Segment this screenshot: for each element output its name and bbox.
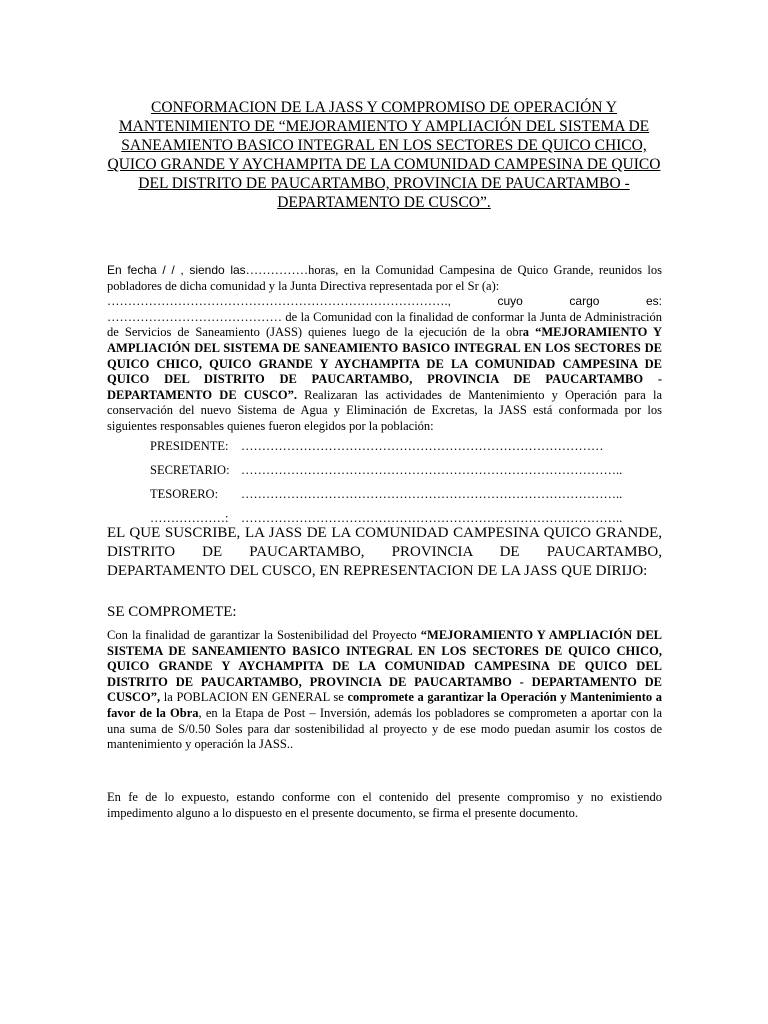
commit-guarantee: compromete a garantizar la Operación y Mantenimiento a favor de la Obra — [107, 690, 662, 720]
commit-text-b: la POBLACION EN GENERAL se — [160, 690, 348, 705]
member-blank: ……………………………………………………………………………….. — [241, 462, 623, 477]
title-line: DEL DISTRITO DE PAUCARTAMBO, PROVINCIA DE PAUCARTAMBO - — [138, 175, 630, 192]
member-role: TESORERO: — [150, 486, 219, 501]
closing-paragraph: En fe de lo expuesto, estando conforme con el contenido del presente compromiso y no existiendo impedimento alguno a lo dispuesto en el presente documento, se firma el presente documento. — [107, 790, 662, 820]
suscribe-paragraph: EL QUE SUSCRIBE, LA JASS DE LA COMUNIDAD CAMPESINA QUICO GRANDE, DISTRITO DE PAUCARTAMBO, PROVINCIA DE PAUCARTAMBO, DEPARTAMENTO DEL CUSCO, EN REPRESENTACION DE LA JASS QUE DIRIJO: — [107, 525, 662, 579]
se-compromete-heading: SE COMPROMETE: — [107, 604, 237, 620]
intro-paragraph — [107, 263, 662, 435]
intro-project-name: a “MEJORAMIENTO Y AMPLIACIÓN DEL SISTEMA DE SANEAMIENTO BASICO INTEGRAL EN LOS SECTORES DE QUICO CHICO, QUICO GRANDE Y AYCHAMPITA DE LA COMUNIDAD CAMPESINA DE QUICO DEL DISTRITO DE PAUCARTAMBO, PROVINCIA DE PAUCARTAMBO - DEPARTAMENTO DE CUSCO”. — [107, 325, 662, 402]
title-line: MANTENIMIENTO DE “MEJORAMIENTO Y AMPLIACIÓN DEL SISTEMA DE — [118, 118, 650, 135]
intro-text-a: horas, en la Comunidad Campesina de Quico Grande, reunidos los pobladores de dicha comunidad y la Junta Directiva representada por el Sr (a): — [107, 263, 662, 293]
commit-text-c: , en la Etapa de Post – Inversión, además los pobladores se comprometen a aportar con la una suma de S/0.50 Soles para dar sostenibilidad al proyecto y de ese modo puedan asumir los costos de mantenimiento y operación la JASS.. — [107, 705, 662, 752]
cuyo-cargo-label: , cuyo cargo es: — [447, 294, 662, 309]
cargo-blank: …………………………………… — [107, 309, 282, 324]
commitment-paragraph — [107, 628, 662, 753]
title-line: QUICO GRANDE Y AYCHAMPITA DE LA COMUNIDAD CAMPESINA DE QUICO — [107, 156, 661, 173]
hora-blank: …………… — [245, 263, 309, 277]
document-title — [100, 98, 668, 212]
member-row — [150, 434, 650, 458]
fecha-label: En fecha / / , siendo las — [107, 263, 246, 277]
title-line-text: DEPARTAMENTO DE CUSCO — [277, 194, 481, 211]
title-closing: ”. — [480, 194, 491, 211]
member-row — [150, 482, 650, 506]
member-role: PRESIDENTE: — [150, 438, 229, 453]
title-line: CONFORMACION DE LA JASS Y COMPROMISO DE OPERACIÓN Y — [151, 99, 617, 116]
intro-text-c: Realizaran las actividades de Mantenimiento y Operación para la conservación del nuevo Sistema de Agua y Eliminación de Excretas, la JASS está conformada por los siguientes responsables quienes fueron elegidos por la población: — [107, 387, 662, 433]
member-role: SECRETARIO: — [150, 462, 230, 477]
title-line: SANEAMIENTO BASICO INTEGRAL EN LOS SECTORES DE QUICO CHICO, — [121, 137, 647, 154]
intro-text-b: de la Comunidad con la finalidad de conformar la Junta de Administración de Servicios de Saneamiento (JASS) quienes luego de la ejecución de la obr — [107, 309, 662, 340]
jass-members-list — [150, 434, 650, 530]
commit-project-name: “MEJORAMIENTO Y AMPLIACIÓN DEL SISTEMA DE SANEAMIENTO BASICO INTEGRAL EN LOS SECTORES DE QUICO CHICO, QUICO GRANDE Y AYCHAMPITA DE LA COMUNIDAD CAMPESINA DE QUICO DEL DISTRITO DE PAUCARTAMBO, PROVINCIA DE PAUCARTAMBO - DEPARTAMENTO DE CUSCO”, — [107, 628, 662, 705]
member-blank: ……………………………………………………………………………….. — [241, 510, 623, 525]
member-blank: ……………………………………………………………………………….. — [241, 486, 623, 501]
commit-text-a: Con la finalidad de garantizar la Sostenibilidad del Proyecto — [107, 628, 421, 642]
member-row — [150, 458, 650, 482]
representative-line — [107, 294, 662, 310]
member-role: ………………: — [150, 510, 229, 525]
representative-blank: ………………………………………………………………………. — [107, 294, 448, 309]
title-line — [100, 193, 668, 212]
member-blank: …………………………………………………………………………… — [241, 438, 604, 453]
